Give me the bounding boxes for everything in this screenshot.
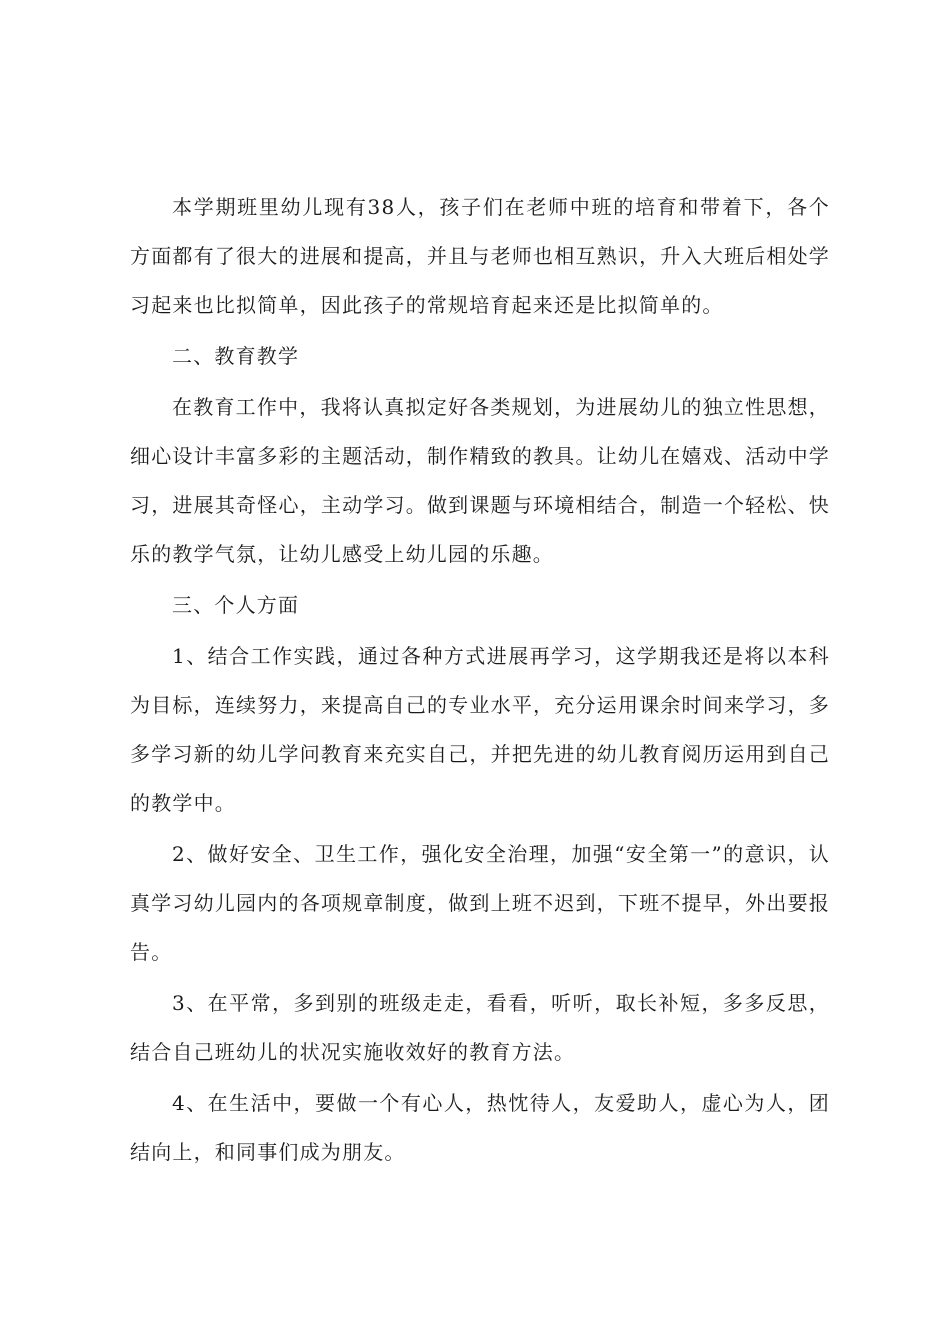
paragraph-item-2: 2、做好安全、卫生工作，强化安全治理，加强“安全第一”的意识，认真学习幼儿园内的各项规章制度，做到上班不迟到，下班不提早，外出要报告。: [130, 842, 830, 964]
heading-personal: 三、个人方面: [172, 593, 300, 617]
paragraph-item-1: 1、结合工作实践，通过各种方式进展再学习，这学期我还是将以本科为目标，连续努力，来提高自己的专业水平，充分运用课余时间来学习，多多学习新的幼儿学问教育来充实自己，并把先进的幼儿教育阅历运用到自己的教学中。: [130, 644, 830, 815]
document-body: [130, 183, 830, 1177]
heading-education-teaching: 二、教育教学: [172, 344, 300, 368]
paragraph-item-4: 4、在生活中，要做一个有心人，热忱待人，友爱助人，虚心为人，团结向上，和同事们成为朋友。: [130, 1091, 830, 1164]
paragraph-class-overview: 本学期班里幼儿现有38人，孩子们在老师中班的培育和带着下，各个方面都有了很大的进展和提高，并且与老师也相互熟识，升入大班后相处学习起来也比拟简单，因此孩子的常规培育起来还是比拟简单的。: [130, 195, 830, 317]
paragraph-education-work: 在教育工作中，我将认真拟定好各类规划，为进展幼儿的独立性思想，细心设计丰富多彩的主题活动，制作精致的教具。让幼儿在嬉戏、活动中学习，进展其奇怪心，主动学习。做到课题与环境相结合，制造一个轻松、快乐的教学气氛，让幼儿感受上幼儿园的乐趣。: [130, 395, 830, 566]
paragraph-item-3: 3、在平常，多到别的班级走走，看看，听听，取长补短，多多反思，结合自己班幼儿的状况实施收效好的教育方法。: [130, 991, 830, 1064]
